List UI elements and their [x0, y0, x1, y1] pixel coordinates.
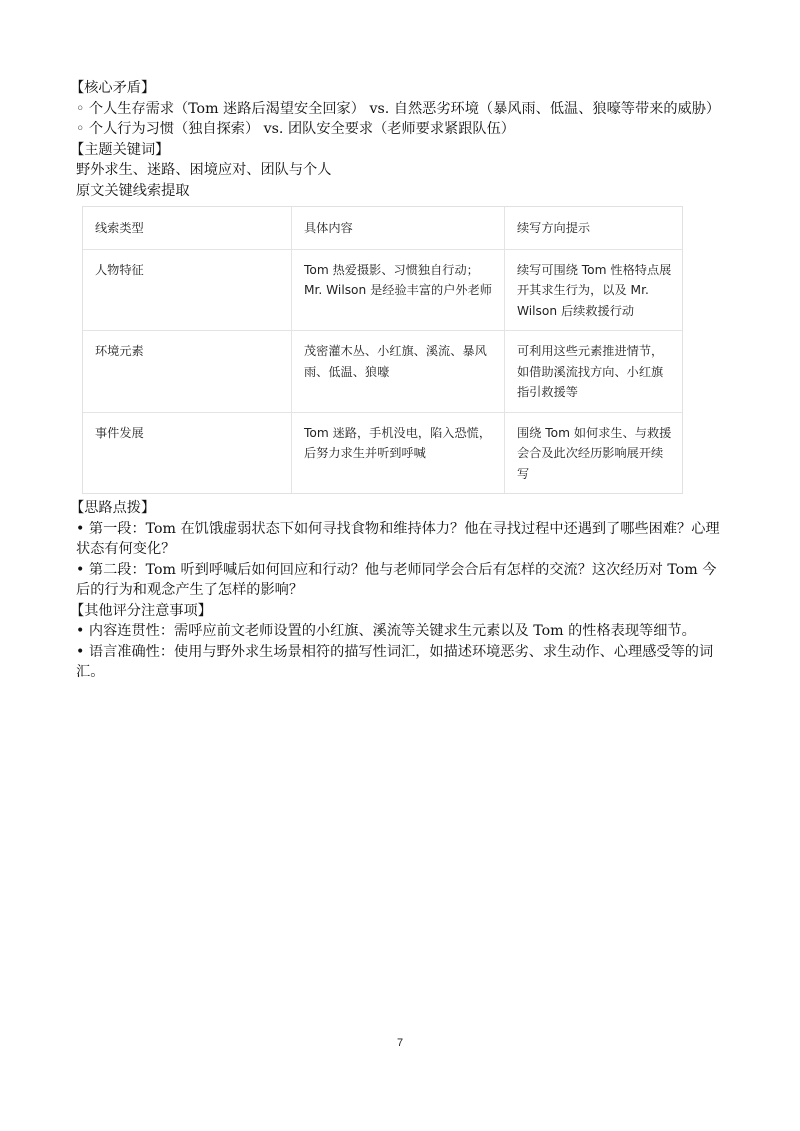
cell-content: 茂密灌木丛、小红旗、溪流、暴风雨、低温、狼嚎	[292, 331, 505, 413]
theme-keywords-text: 野外求生、迷路、困境应对、团队与个人	[76, 162, 332, 178]
cell-hint: 可利用这些元素推进情节，如借助溪流找方向、小红旗指引救援等	[505, 331, 683, 413]
table-row	[83, 249, 682, 331]
core-conflict-item: ◦ 个人行为习惯（独自探索） vs. 团队安全要求（老师要求紧跟队伍）	[76, 121, 515, 137]
table-row	[83, 412, 682, 493]
cell-content: Tom 迷路，手机没电，陷入恐慌，后努力求生并听到呼喊	[292, 412, 505, 493]
thinking-guide-item: • 第一段：Tom 在饥饿虚弱状态下如何寻找食物和维持体力？他在寻找过程中还遇到了哪些困难？心理状态有何变化？	[76, 520, 720, 557]
cell-hint: 续写可围绕 Tom 性格特点展开其求生行为，以及 Mr. Wilson 后续救援行动	[505, 249, 683, 331]
thinking-guide-heading: 【思路点拨】	[70, 500, 156, 516]
column-header: 具体内容	[292, 207, 505, 249]
table-row	[83, 331, 682, 413]
cell-type: 人物特征	[83, 249, 292, 331]
cell-content: Tom 热爱摄影、习惯独自行动；Mr. Wilson 是经验丰富的户外老师	[292, 249, 505, 331]
theme-keywords-heading: 【主题关键词】	[70, 141, 170, 158]
page-number: 7	[396, 1037, 404, 1049]
core-conflict-heading: 【核心矛盾】	[70, 80, 156, 96]
scoring-notes-item: • 语言准确性：使用与野外求生场景相符的描写性词汇，如描述环境恶劣、求生动作、心理感受等的词汇。	[76, 643, 714, 680]
cell-type: 环境元素	[83, 331, 292, 413]
clue-table	[82, 206, 683, 494]
thinking-guide-item: • 第二段：Tom 听到呼喊后如何回应和行动？他与老师同学会合后有怎样的交流？这次经历对 Tom 今后的行为和观念产生了怎样的影响？	[76, 561, 717, 598]
core-conflict-item: ◦ 个人生存需求（Tom 迷路后渴望安全回家） vs. 自然恶劣环境（暴风雨、低温、狼嚎等带来的威胁）	[76, 100, 721, 117]
cell-hint: 围绕 Tom 如何求生、与救援会合及此次经历影响展开续写	[505, 412, 683, 493]
clue-extraction-title: 原文关键线索提取	[76, 182, 190, 199]
scoring-notes-heading: 【其他评分注意事项】	[70, 602, 212, 619]
table-header-row	[83, 207, 682, 249]
document-body	[70, 78, 726, 683]
column-header: 线索类型	[83, 207, 292, 249]
column-header: 续写方向提示	[505, 207, 683, 249]
scoring-notes-item: • 内容连贯性：需呼应前文老师设置的小红旗、溪流等关键求生元素以及 Tom 的性格表现等细节。	[76, 623, 696, 639]
cell-type: 事件发展	[95, 425, 144, 440]
